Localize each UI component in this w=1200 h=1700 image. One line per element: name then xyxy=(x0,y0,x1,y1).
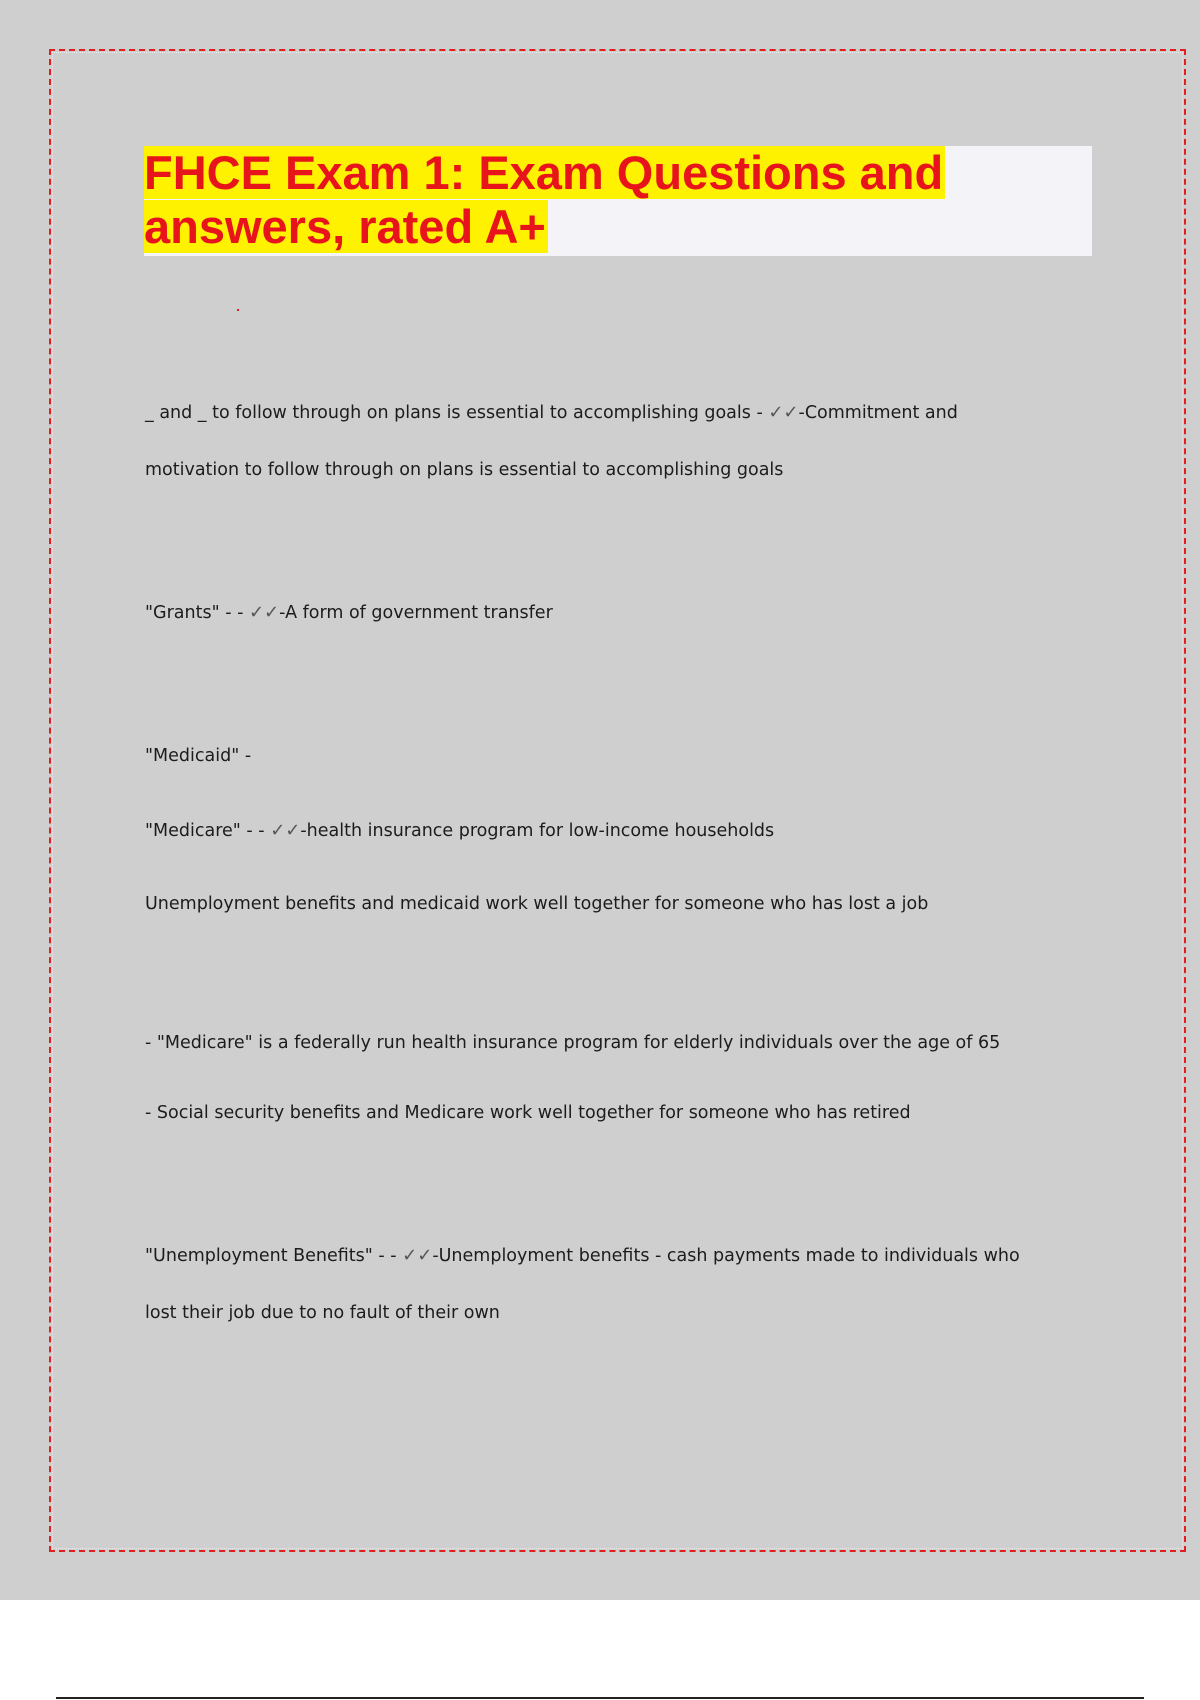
checkmark-icon: ✓✓ xyxy=(270,820,301,841)
qa-line-1: _ and _ to follow through on plans is essential to accomplishing goals - ✓✓-Commitment and xyxy=(145,402,958,423)
red-dot-mark xyxy=(237,309,239,311)
document-title xyxy=(144,146,1044,254)
qa-line-9: "Unemployment Benefits" - - ✓✓-Unemployment benefits - cash payments made to individuals who xyxy=(145,1245,1020,1266)
qa-line-7: - "Medicare" is a federally run health insurance program for elderly individuals over the age of 65 xyxy=(145,1033,1001,1053)
qa-line-8: - Social security benefits and Medicare work well together for someone who has retired xyxy=(145,1103,911,1123)
qa-line-5: "Medicare" - - ✓✓-health insurance program for low-income households xyxy=(145,820,775,841)
qa-line-10: lost their job due to no fault of their own xyxy=(145,1303,500,1323)
title-line-1: FHCE Exam 1: Exam Questions and xyxy=(144,146,944,199)
checkmark-icon: ✓✓ xyxy=(768,402,799,423)
qa-line-3: "Grants" - - ✓✓-A form of government transfer xyxy=(145,602,553,623)
next-page-rule xyxy=(56,1697,1144,1699)
qa-line-2: motivation to follow through on plans is essential to accomplishing goals xyxy=(145,460,784,480)
checkmark-icon: ✓✓ xyxy=(248,602,280,623)
page-border-inner xyxy=(52,52,1183,1549)
checkmark-icon: ✓✓ xyxy=(402,1245,433,1266)
title-line-2: answers, rated A+ xyxy=(144,200,546,253)
qa-line-6: Unemployment benefits and medicaid work well together for someone who has lost a job xyxy=(145,894,929,914)
qa-line-4: "Medicaid" - xyxy=(145,746,252,766)
